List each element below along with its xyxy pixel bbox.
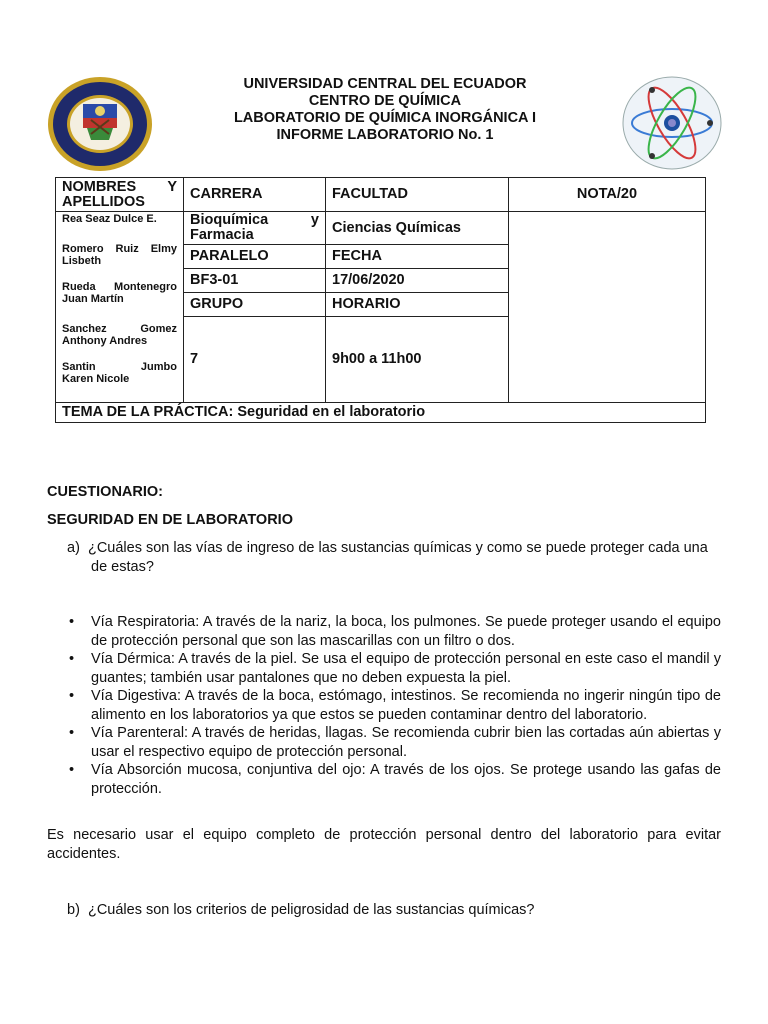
- student-name-cont: Karen Nicole: [62, 373, 130, 385]
- question-a: [47, 539, 721, 576]
- conclusion-paragraph: Es necesario usar el equipo completo de protección personal dentro del laboratorio para evitar accidentes.: [47, 827, 721, 862]
- student-name-cont: Anthony Andres: [62, 335, 148, 347]
- answer-a-list: [47, 613, 721, 798]
- header-lab: LABORATORIO DE QUÍMICA INORGÁNICA I: [233, 110, 537, 126]
- question-b-marker: b): [67, 902, 80, 918]
- header-names-line1: NOMBRES Y: [62, 178, 177, 195]
- header-names-line2: APELLIDOS: [62, 193, 145, 210]
- student-name: Rea Seaz Dulce E.: [62, 213, 157, 225]
- question-b-text: ¿Cuáles son los criterios de peligrosidad de las sustancias químicas?: [87, 902, 535, 918]
- report-info-table: [55, 177, 706, 423]
- list-item: • Vía Dérmica: A través de la piel. Se usa el equipo de protección personal en este caso el mandil y guantes; también usar pantalones que no deben expuesta la piel.: [47, 650, 721, 687]
- question-b: [47, 901, 721, 920]
- university-seal-logo: [47, 76, 153, 172]
- student-name: Rueda Montenegro: [62, 280, 177, 293]
- nota-value-cell: [509, 212, 706, 403]
- list-item: • Vía Parenteral: A través de heridas, llagas. Se recomienda cubrir bien las cortadas aún abiertas y usar el respectivo equipo de protección personal.: [47, 724, 721, 761]
- header-carrera: CARRERA: [184, 178, 326, 212]
- tema-row: [56, 403, 706, 423]
- paralelo-value: BF3-01: [184, 269, 326, 293]
- fecha-value: 17/06/2020: [326, 269, 509, 293]
- grupo-value: 7: [184, 317, 326, 403]
- facultad-value: Ciencias Químicas: [326, 212, 509, 245]
- carrera-value: Bioquímica y Farmacia: [184, 212, 326, 245]
- student-name: Romero Ruiz Elmy: [62, 242, 177, 255]
- header-center: CENTRO DE QUÍMICA: [308, 93, 462, 109]
- tema-value: Seguridad en el laboratorio: [237, 404, 426, 420]
- tema-label: TEMA DE LA PRÁCTICA:: [62, 404, 234, 420]
- student-names-cell: [56, 212, 184, 403]
- header-paralelo: PARALELO: [184, 245, 326, 269]
- chemistry-center-atom-logo: [622, 76, 722, 170]
- header-nota: NOTA/20: [509, 178, 706, 212]
- question-a-marker: a): [67, 540, 80, 556]
- student-name-cont: Juan Martín: [62, 293, 124, 305]
- list-item: • Vía Absorción mucosa, conjuntiva del ojo: A través de los ojos. Se protege usando las gafas de protección.: [47, 761, 721, 798]
- horario-value: 9h00 a 11h00: [326, 317, 509, 403]
- header-university: UNIVERSIDAD CENTRAL DEL ECUADOR: [243, 76, 527, 92]
- document-header: [160, 76, 610, 144]
- cuestionario-heading: CUESTIONARIO:: [47, 484, 163, 500]
- list-item: • Vía Digestiva: A través de la boca, estómago, intestinos. Se recomienda no ingerir ningún tipo de alimento en los laboratorios ya que estos se pueden contaminar dentro del laboratorio.: [47, 687, 721, 724]
- header-names: [56, 178, 184, 212]
- student-name-cont: Lisbeth: [62, 255, 102, 267]
- header-facultad: FACULTAD: [326, 178, 509, 212]
- header-report: INFORME LABORATORIO No. 1: [276, 127, 494, 143]
- question-a-text: ¿Cuáles son las vías de ingreso de las sustancias químicas y como se puede proteger cada una de estas?: [87, 540, 708, 575]
- header-grupo: GRUPO: [184, 293, 326, 317]
- header-horario: HORARIO: [326, 293, 509, 317]
- section-heading: SEGURIDAD EN DE LABORATORIO: [47, 512, 293, 528]
- student-name: Santin Jumbo: [62, 360, 177, 373]
- header-fecha: FECHA: [326, 245, 509, 269]
- student-name: Sanchez Gomez: [62, 322, 177, 335]
- list-item: • Vía Respiratoria: A través de la nariz, la boca, los pulmones. Se puede proteger usando el equipo de protección personal que son las mascarillas con un filtro o dos.: [47, 613, 721, 650]
